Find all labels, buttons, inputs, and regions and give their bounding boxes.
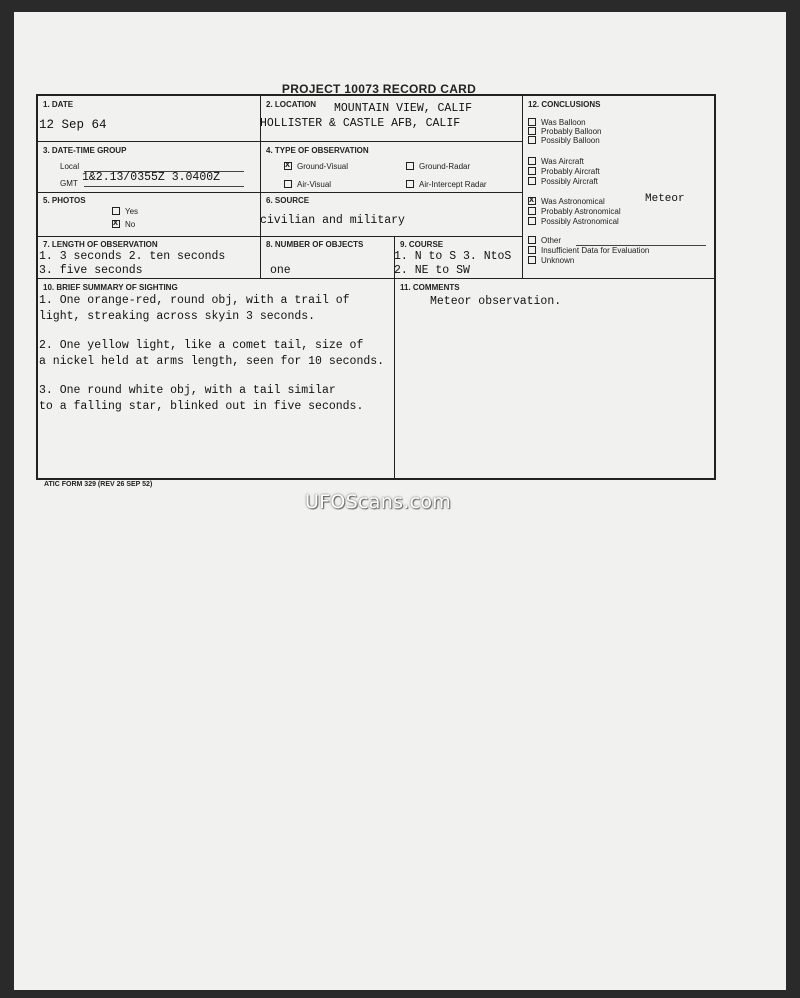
conclusion-possibly-balloon: Possibly Balloon	[528, 136, 600, 145]
checkbox	[112, 207, 120, 215]
checkbox	[528, 246, 536, 254]
source-label: 6. SOURCE	[266, 196, 310, 205]
summary-line: 3. One round white obj, with a tail similar	[39, 384, 336, 397]
date-value: 12 Sep 64	[39, 118, 107, 132]
checkbox	[284, 180, 292, 188]
conclusion-possibly-astronomical: Possibly Astronomical	[528, 217, 619, 226]
summary-line: a nickel held at arms length, seen for 10 seconds.	[39, 355, 385, 368]
course-line1: 1. N to S 3. NtoS	[394, 250, 512, 263]
summary-line: 2. One yellow light, like a comet tail, size of	[39, 339, 364, 352]
divider	[38, 141, 522, 142]
gmt-label: GMT	[60, 179, 78, 188]
gmt-underline	[84, 186, 244, 187]
checked-checkbox	[112, 220, 120, 228]
conclusion-other: Other	[528, 236, 561, 245]
photos-no: xNo	[112, 220, 135, 229]
comments-value: Meteor observation.	[430, 295, 562, 308]
observation-type-label: 4. TYPE OF OBSERVATION	[266, 146, 369, 155]
option-ground-visual: xGround-Visual	[284, 162, 348, 171]
gmt-value: 1&2.13/0355Z 3.0400Z	[82, 171, 221, 184]
record-card-form	[36, 94, 716, 480]
checkbox	[406, 162, 414, 170]
objects-label: 8. NUMBER OF OBJECTS	[266, 240, 364, 249]
datetime-label: 3. DATE-TIME GROUP	[43, 146, 127, 155]
divider	[260, 236, 261, 278]
location-label: 2. LOCATION	[266, 100, 317, 109]
checked-checkbox	[284, 162, 292, 170]
record-card-page	[14, 12, 786, 990]
location-line2: HOLLISTER & CASTLE AFB, CALIF	[260, 117, 461, 130]
conclusion-probably-aircraft: Probably Aircraft	[528, 167, 600, 176]
checkbox	[528, 136, 536, 144]
local-label: Local	[60, 162, 80, 171]
checkbox	[406, 180, 414, 188]
checkbox	[528, 118, 536, 126]
checkbox	[528, 127, 536, 135]
checked-checkbox	[528, 197, 536, 205]
conclusion-was-aircraft: Was Aircraft	[528, 157, 584, 166]
objects-value: one	[270, 264, 291, 277]
astronomical-note: Meteor	[645, 193, 685, 205]
summary-label: 10. BRIEF SUMMARY OF SIGHTING	[43, 283, 178, 292]
length-line2: 3. five seconds	[39, 264, 143, 277]
summary-line: 1. One orange-red, round obj, with a trail of	[39, 294, 350, 307]
checkbox	[528, 256, 536, 264]
length-label: 7. LENGTH OF OBSERVATION	[43, 240, 158, 249]
option-ground-radar: Ground-Radar	[406, 162, 470, 171]
checkbox	[528, 177, 536, 185]
divider	[38, 192, 522, 193]
conclusions-label: 12. CONCLUSIONS	[528, 100, 601, 109]
checkbox	[528, 217, 536, 225]
date-label: 1. DATE	[43, 100, 74, 109]
conclusion-insufficient-data: Insufficient Data for Evaluation	[528, 246, 649, 255]
conclusion-was-balloon: Was Balloon	[528, 118, 586, 127]
divider	[38, 278, 714, 279]
comments-label: 11. COMMENTS	[400, 283, 460, 292]
watermark: UFOScans.com	[305, 491, 452, 513]
photos-label: 5. PHOTOS	[43, 196, 86, 205]
checkbox	[528, 167, 536, 175]
conclusion-unknown: Unknown	[528, 256, 574, 265]
conclusion-probably-astronomical: Probably Astronomical	[528, 207, 621, 216]
option-air-intercept-radar: Air-Intercept Radar	[406, 180, 487, 189]
checkbox	[528, 157, 536, 165]
checkbox	[528, 236, 536, 244]
divider	[522, 96, 523, 278]
course-line2: 2. NE to SW	[394, 264, 470, 277]
divider	[38, 236, 522, 237]
conclusion-possibly-aircraft: Possibly Aircraft	[528, 177, 598, 186]
course-label: 9. COURSE	[400, 240, 444, 249]
option-air-visual: Air-Visual	[284, 180, 331, 189]
summary-line: light, streaking across skyin 3 seconds.	[39, 310, 316, 323]
summary-line: to a falling star, blinked out in five seconds.	[39, 400, 364, 413]
conclusion-was-astronomical: xWas Astronomical	[528, 197, 605, 206]
card-title: PROJECT 10073 RECORD CARD	[281, 82, 477, 96]
location-line1: MOUNTAIN VIEW, CALIF	[334, 102, 473, 115]
source-value: civilian and military	[260, 214, 405, 227]
photos-yes: Yes	[112, 207, 138, 216]
checkbox	[528, 207, 536, 215]
conclusion-probably-balloon: Probably Balloon	[528, 127, 601, 136]
form-footer: ATIC FORM 329 (REV 26 SEP 52)	[44, 481, 153, 488]
length-line1: 1. 3 seconds 2. ten seconds	[39, 250, 226, 263]
